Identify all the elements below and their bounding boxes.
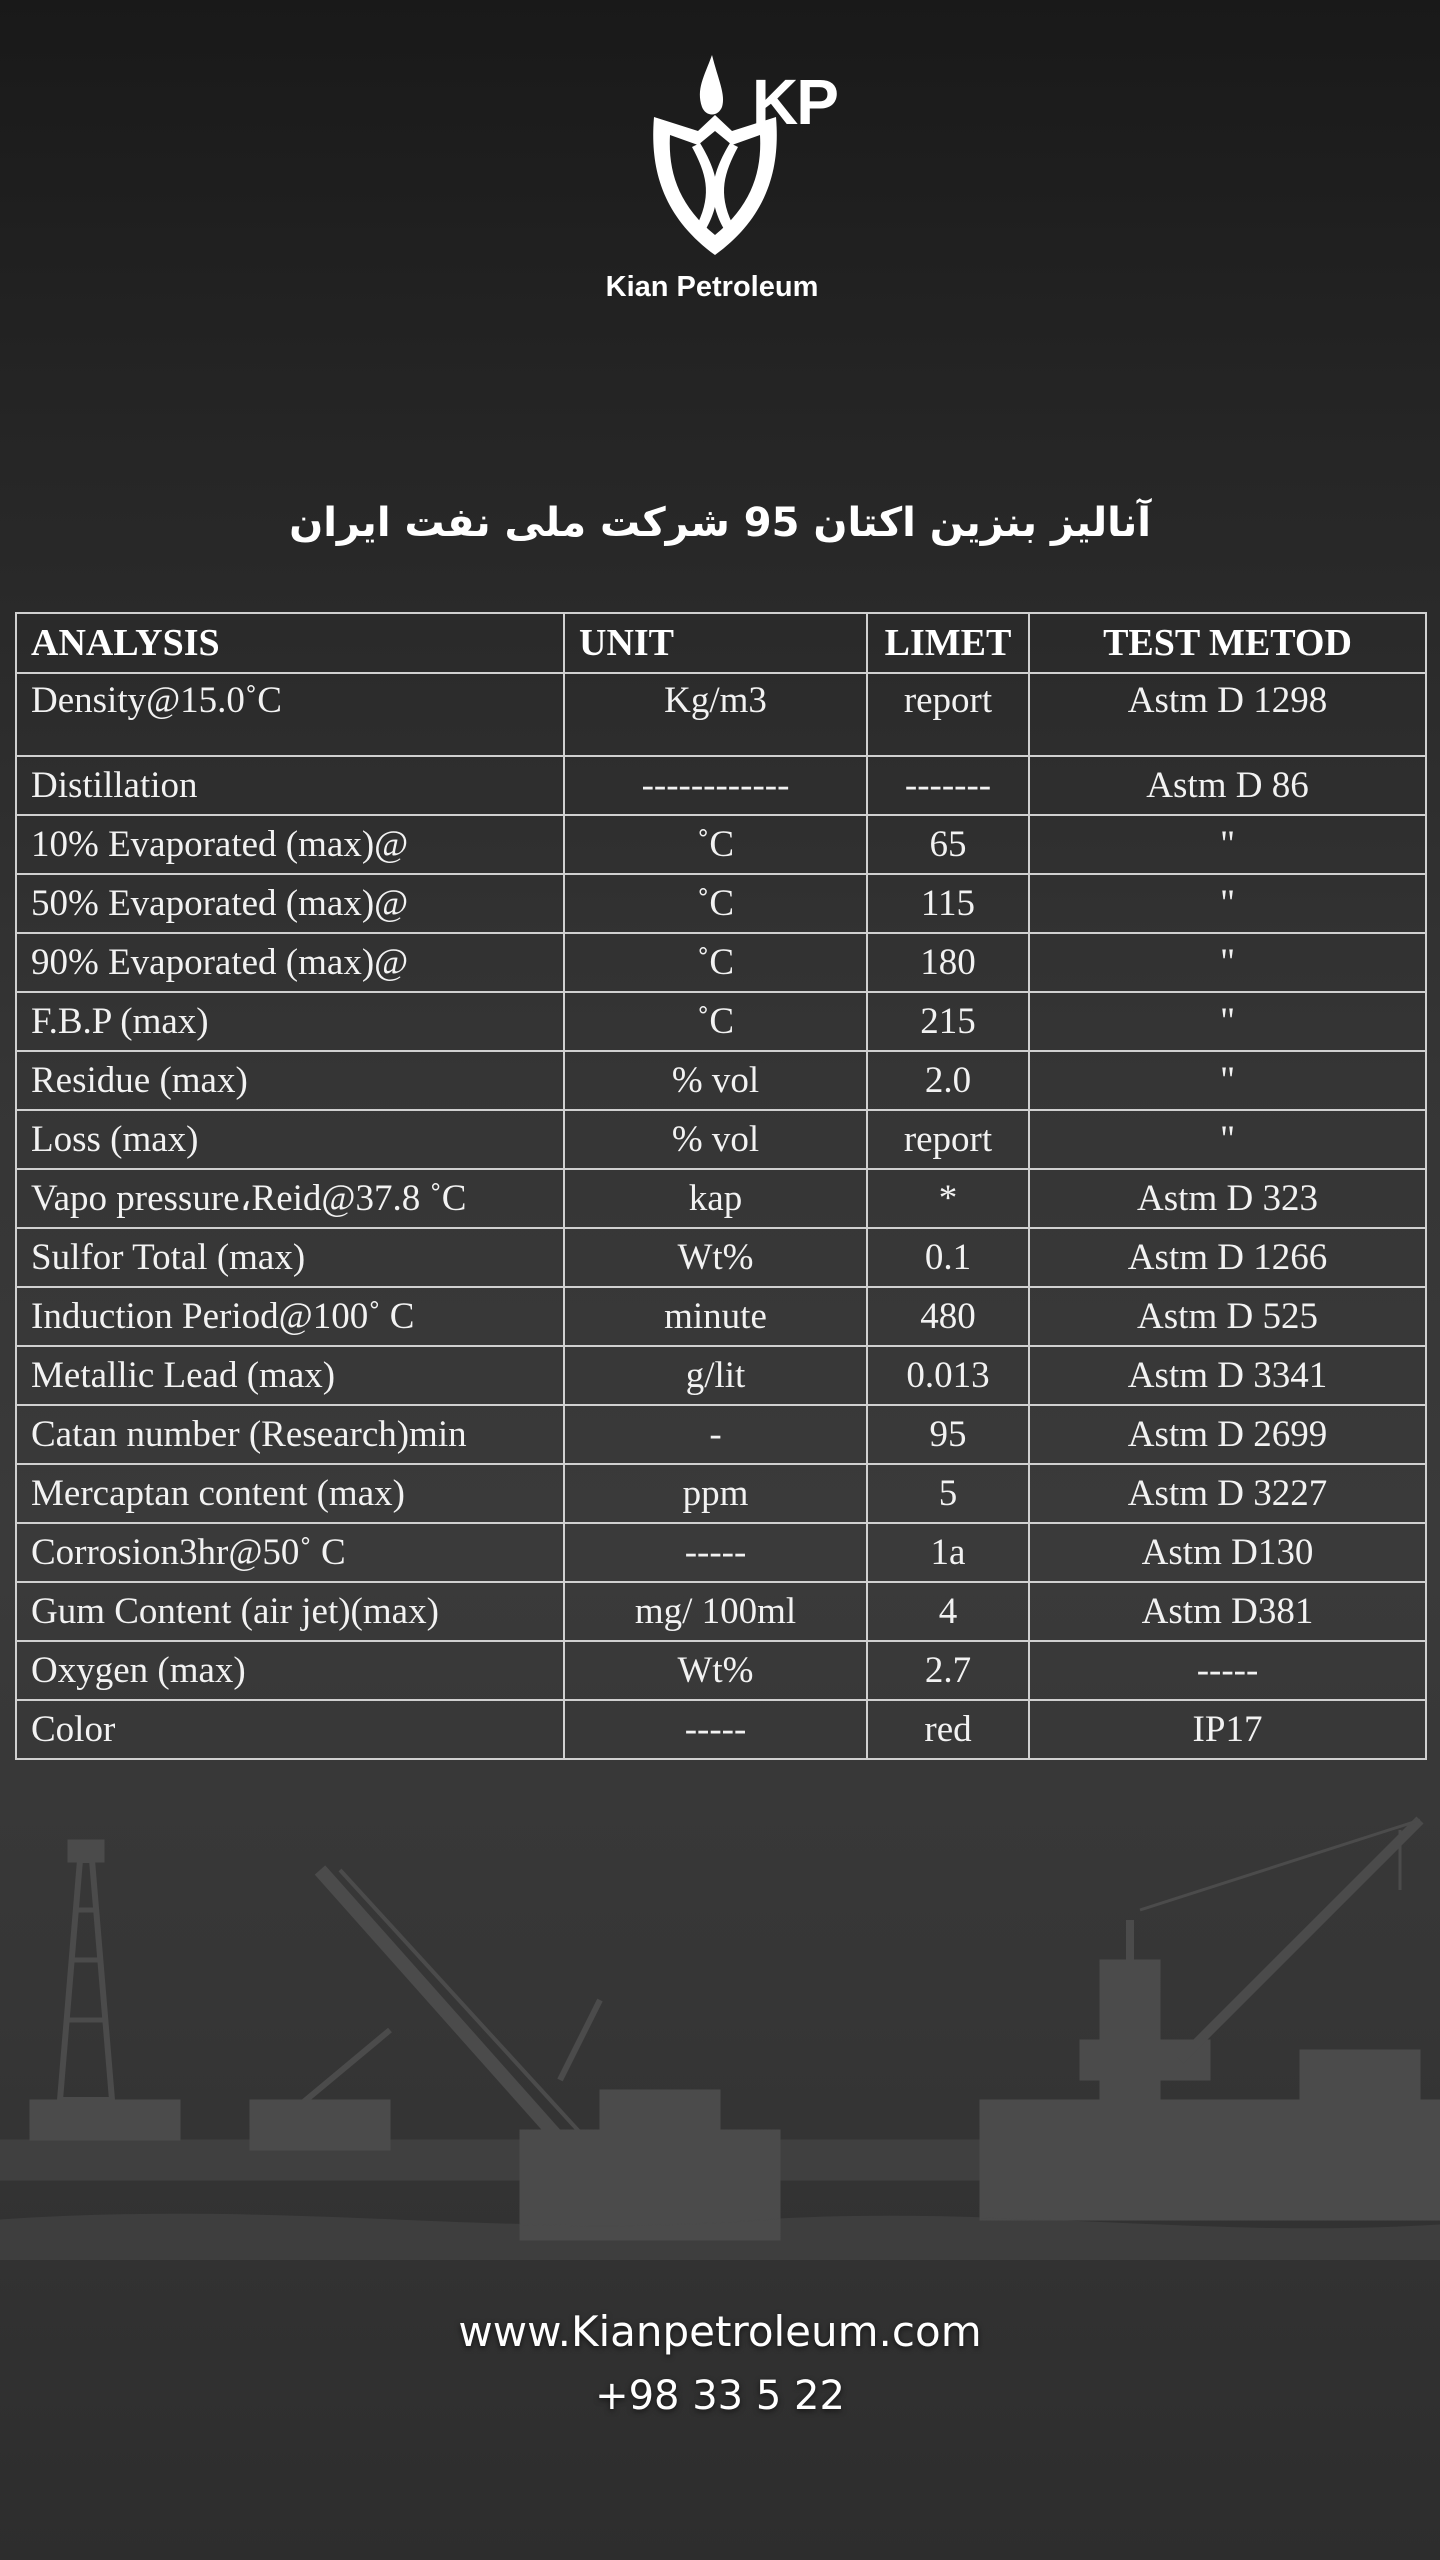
table-row — [16, 1287, 1426, 1346]
table-header-row — [16, 613, 1426, 673]
table-row — [16, 1641, 1426, 1700]
cell-test-method: Astm D 3227 — [1029, 1464, 1426, 1523]
cell-analysis: Density@15.0˚C — [16, 673, 564, 756]
table-row — [16, 1169, 1426, 1228]
cell-unit: ----- — [564, 1523, 867, 1582]
cell-analysis: Oxygen (max) — [16, 1641, 564, 1700]
cell-unit: g/lit — [564, 1346, 867, 1405]
cell-test-method: " — [1029, 815, 1426, 874]
cell-limit: red — [867, 1700, 1029, 1759]
cell-limit: 180 — [867, 933, 1029, 992]
website-link[interactable]: www.Kianpetroleum.com — [458, 2307, 982, 2356]
cell-unit: - — [564, 1405, 867, 1464]
table-row — [16, 815, 1426, 874]
cell-limit: report — [867, 1110, 1029, 1169]
cell-limit: 2.7 — [867, 1641, 1029, 1700]
cell-test-method: Astm D 1298 — [1029, 673, 1426, 756]
cell-analysis: Vapo pressure،Reid@37.8 ˚C — [16, 1169, 564, 1228]
header-unit: UNIT — [564, 613, 867, 673]
page-title: آنالیز بنزین اکتان 95 شرکت ملی نفت ایران — [289, 500, 1151, 546]
cell-test-method: Astm D 2699 — [1029, 1405, 1426, 1464]
cell-unit: ------------ — [564, 756, 867, 815]
cell-analysis: Catan number (Research)min — [16, 1405, 564, 1464]
cell-limit: * — [867, 1169, 1029, 1228]
cell-test-method: " — [1029, 1110, 1426, 1169]
cell-test-method: Astm D130 — [1029, 1523, 1426, 1582]
logo-letters: KP — [752, 66, 837, 138]
cell-analysis: Corrosion3hr@50˚ C — [16, 1523, 564, 1582]
cell-unit: ˚C — [564, 815, 867, 874]
cell-analysis: Mercaptan content (max) — [16, 1464, 564, 1523]
table-row — [16, 1346, 1426, 1405]
offshore-rig-skyline — [0, 1800, 1440, 2260]
table-row — [16, 992, 1426, 1051]
table-row — [16, 1051, 1426, 1110]
cell-test-method: Astm D 86 — [1029, 756, 1426, 815]
cell-limit: 115 — [867, 874, 1029, 933]
header-limit: LIMET — [867, 613, 1029, 673]
table-row — [16, 933, 1426, 992]
header-test-method: TEST METOD — [1029, 613, 1426, 673]
cell-unit: ˚C — [564, 933, 867, 992]
cell-test-method: Astm D 525 — [1029, 1287, 1426, 1346]
cell-test-method: " — [1029, 874, 1426, 933]
cell-unit: Wt% — [564, 1228, 867, 1287]
cell-analysis: Residue (max) — [16, 1051, 564, 1110]
cell-unit: ----- — [564, 1700, 867, 1759]
cell-unit: ˚C — [564, 874, 867, 933]
cell-unit: Wt% — [564, 1641, 867, 1700]
table-row — [16, 1582, 1426, 1641]
cell-limit: 1a — [867, 1523, 1029, 1582]
cell-analysis: Gum Content (air jet)(max) — [16, 1582, 564, 1641]
table-row — [16, 1700, 1426, 1759]
cell-unit: ˚C — [564, 992, 867, 1051]
table-row — [16, 1228, 1426, 1287]
cell-test-method: Astm D 323 — [1029, 1169, 1426, 1228]
footer — [0, 2300, 1440, 2428]
cell-limit: 4 — [867, 1582, 1029, 1641]
cell-limit: ------- — [867, 756, 1029, 815]
cell-test-method: Astm D 1266 — [1029, 1228, 1426, 1287]
cell-limit: 215 — [867, 992, 1029, 1051]
cell-unit: ppm — [564, 1464, 867, 1523]
cell-unit: mg/ 100ml — [564, 1582, 867, 1641]
cell-analysis: Loss (max) — [16, 1110, 564, 1169]
table-row — [16, 673, 1426, 756]
cell-unit: minute — [564, 1287, 867, 1346]
cell-limit: 5 — [867, 1464, 1029, 1523]
cell-limit: 65 — [867, 815, 1029, 874]
cell-test-method: " — [1029, 992, 1426, 1051]
cell-test-method: Astm D 3341 — [1029, 1346, 1426, 1405]
cell-unit: % vol — [564, 1110, 867, 1169]
phone-number: +98 33 5 22 — [595, 2373, 845, 2419]
cell-analysis: Distillation — [16, 756, 564, 815]
cell-unit: kap — [564, 1169, 867, 1228]
cell-test-method: " — [1029, 933, 1426, 992]
table-row — [16, 1523, 1426, 1582]
cell-analysis: 10% Evaporated (max)@ — [16, 815, 564, 874]
company-logo — [0, 55, 1440, 315]
cell-test-method: " — [1029, 1051, 1426, 1110]
cell-analysis: 50% Evaporated (max)@ — [16, 874, 564, 933]
cell-test-method: ----- — [1029, 1641, 1426, 1700]
cell-unit: Kg/m3 — [564, 673, 867, 756]
cell-limit: 480 — [867, 1287, 1029, 1346]
cell-unit: % vol — [564, 1051, 867, 1110]
company-name: Kian Petroleum — [605, 271, 819, 303]
cell-limit: 0.1 — [867, 1228, 1029, 1287]
header-analysis: ANALYSIS — [16, 613, 564, 673]
table-row — [16, 1405, 1426, 1464]
cell-analysis: Metallic Lead (max) — [16, 1346, 564, 1405]
cell-analysis: 90% Evaporated (max)@ — [16, 933, 564, 992]
cell-test-method: IP17 — [1029, 1700, 1426, 1759]
cell-analysis: Induction Period@100˚ C — [16, 1287, 564, 1346]
table-row — [16, 756, 1426, 815]
cell-limit: 95 — [867, 1405, 1029, 1464]
cell-test-method: Astm D381 — [1029, 1582, 1426, 1641]
table-row — [16, 1464, 1426, 1523]
analysis-table — [15, 612, 1427, 1760]
table-row — [16, 874, 1426, 933]
cell-limit: 2.0 — [867, 1051, 1029, 1110]
table-row — [16, 1110, 1426, 1169]
cell-limit: 0.013 — [867, 1346, 1029, 1405]
cell-analysis: Sulfor Total (max) — [16, 1228, 564, 1287]
cell-analysis: F.B.P (max) — [16, 992, 564, 1051]
cell-limit: report — [867, 673, 1029, 756]
cell-analysis: Color — [16, 1700, 564, 1759]
